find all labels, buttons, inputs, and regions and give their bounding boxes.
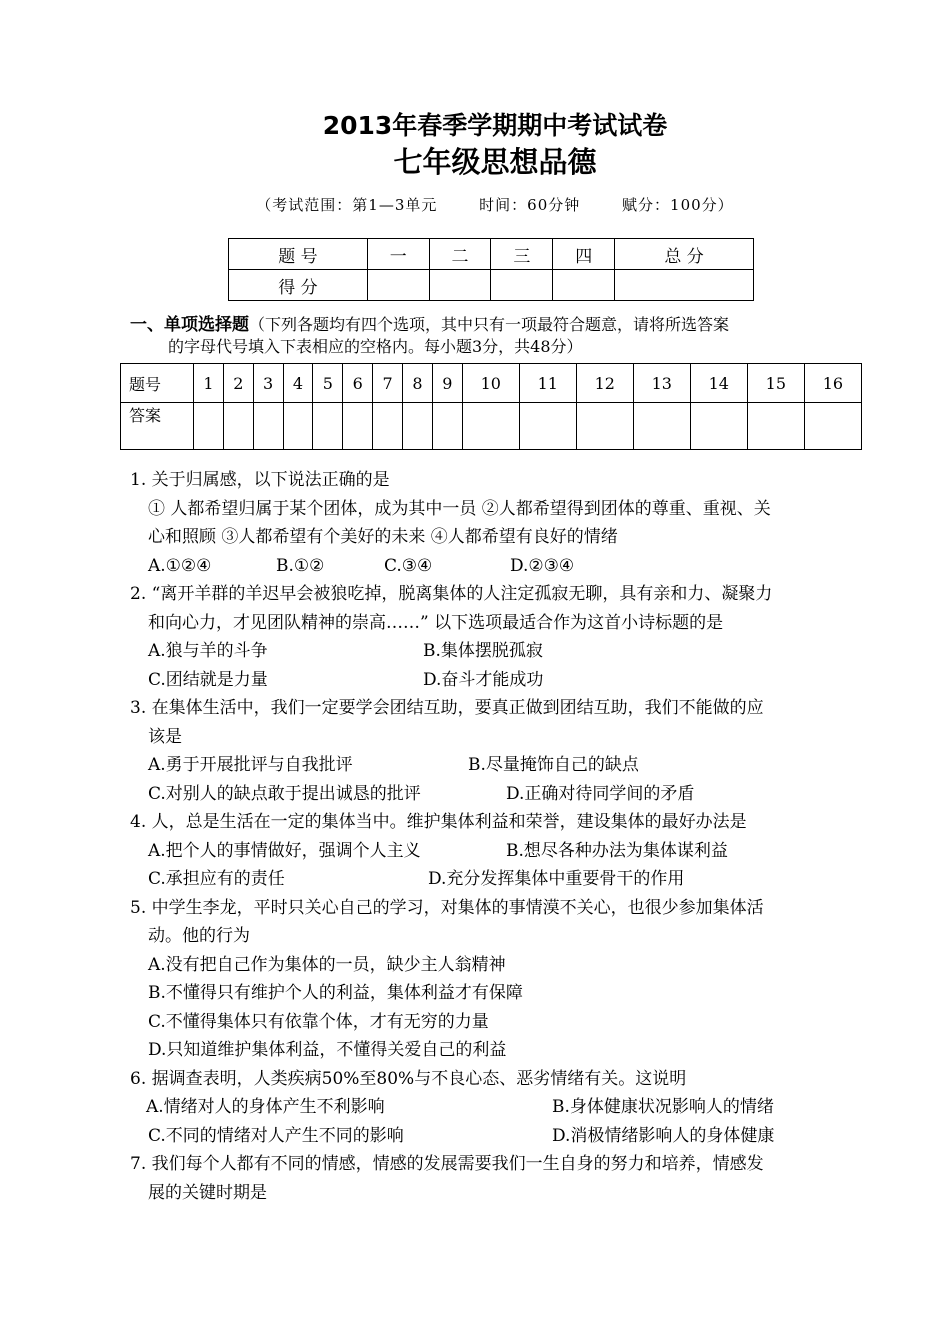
answer-label: 答案 <box>121 403 194 450</box>
answer-cell[interactable] <box>747 403 804 450</box>
answer-cell[interactable] <box>313 403 343 450</box>
option-b: B.身体健康状况影响人的情绪 <box>552 1097 774 1117</box>
answer-cell[interactable] <box>343 403 373 450</box>
answer-cell[interactable] <box>462 403 519 450</box>
score-header-cell: 总 分 <box>615 239 754 270</box>
answer-number: 5 <box>313 364 343 403</box>
score-table-header <box>229 239 754 270</box>
option-b: B.①② <box>276 555 325 576</box>
question-5-stem: 5. 中学生李龙，平时只关心自己的学习，对集体的事情漠不关心，也很少参加集体活 <box>130 897 764 918</box>
question-1-options <box>130 552 774 581</box>
question-6-stem: 6. 据调查表明，人类疾病50%至80%与不良心态、恶劣情绪有关。这说明 <box>130 1068 687 1089</box>
score-header-cell: 二 <box>429 239 491 270</box>
option-c: C.对别人的缺点敢于提出诚恳的批评 <box>148 783 421 804</box>
section1-desc-line1: （下列各题均有四个选项，其中只有一项最符合题意，请将所选答案 <box>249 315 730 334</box>
score-row-label: 得 分 <box>229 270 368 301</box>
exam-score: 赋分：100分） <box>622 196 734 214</box>
answer-row <box>121 403 862 450</box>
answer-cell[interactable] <box>633 403 690 450</box>
option-b: B.不懂得只有维护个人的利益，集体利益才有保障 <box>148 983 523 1003</box>
score-header-cell: 一 <box>367 239 429 270</box>
question-2-stem: 2. “离开羊群的羊迟早会被狼吃掉，脱离集体的人注定孤寂无聊，具有亲和力、凝聚力 <box>130 584 773 604</box>
question-6-options <box>130 1093 774 1122</box>
answer-number: 10 <box>462 364 519 403</box>
option-c: C.不同的情绪对人产生不同的影响 <box>148 1125 404 1146</box>
answer-cell[interactable] <box>283 403 313 450</box>
question-7-stem: 7. 我们每个人都有不同的情感，情感的发展需要我们一生自身的努力和培养，情感发 <box>130 1154 764 1174</box>
option-b: B.尽量掩饰自己的缺点 <box>468 755 639 775</box>
question-4-options <box>130 837 774 866</box>
option-d: D.只知道维护集体利益，不懂得关爱自己的利益 <box>148 1040 507 1060</box>
answer-cell[interactable] <box>223 403 253 450</box>
score-cell[interactable] <box>367 270 429 301</box>
answer-table <box>120 363 862 450</box>
question-4-stem: 4. 人，总是生活在一定的集体当中。维护集体利益和荣誉，建设集体的最好办法是 <box>130 812 747 832</box>
option-d: D.奋斗才能成功 <box>423 669 544 690</box>
answer-cell[interactable] <box>690 403 747 450</box>
option-b: B.集体摆脱孤寂 <box>423 641 543 661</box>
question-3-stem: 3. 在集体生活中，我们一定要学会团结互助，要真正做到团结互助，我们不能做的应 <box>130 698 764 718</box>
option-d: D.消极情绪影响人的身体健康 <box>552 1125 775 1146</box>
question-1-text: ① 人都希望归属于某个团体，成为其中一员 ②人都希望得到团体的尊重、重视、关 <box>148 498 771 519</box>
answer-cell[interactable] <box>576 403 633 450</box>
score-header-cell: 四 <box>553 239 615 270</box>
answer-number: 12 <box>576 364 633 403</box>
score-table-row <box>229 270 754 301</box>
answer-cell[interactable] <box>253 403 283 450</box>
exam-subtitle: 七年级思想品德 <box>393 145 597 179</box>
question-2-text: 和向心力，才见团队精神的崇高……” 以下选项最适合作为这首小诗标题的是 <box>148 612 724 633</box>
option-c: C.团结就是力量 <box>148 669 268 690</box>
score-cell[interactable] <box>615 270 754 301</box>
answer-number: 4 <box>283 364 313 403</box>
exam-scope: （考试范围：第1—3单元 <box>256 196 438 214</box>
answer-number: 15 <box>747 364 804 403</box>
answer-cell[interactable] <box>804 403 861 450</box>
question-2-options <box>130 637 774 666</box>
question-list <box>130 466 774 1207</box>
option-a: A.把个人的事情做好，强调个人主义 <box>148 840 421 861</box>
answer-number: 11 <box>519 364 576 403</box>
answer-cell[interactable] <box>519 403 576 450</box>
score-table <box>228 238 754 301</box>
section1-heading <box>132 314 862 358</box>
question-3-options <box>130 780 774 809</box>
question-6-options <box>130 1122 774 1151</box>
score-cell[interactable] <box>429 270 491 301</box>
answer-cell[interactable] <box>373 403 403 450</box>
question-7-text: 展的关键时期是 <box>148 1182 267 1203</box>
option-a: A.勇于开展批评与自我批评 <box>148 755 353 775</box>
question-3-text: 该是 <box>148 726 182 747</box>
answer-number: 13 <box>633 364 690 403</box>
score-cell[interactable] <box>491 270 553 301</box>
exam-time: 时间：60分钟 <box>479 196 581 214</box>
answer-number: 8 <box>403 364 433 403</box>
option-c: C.③④ <box>384 555 433 576</box>
answer-cell[interactable] <box>194 403 224 450</box>
option-a: A.①②④ <box>148 555 212 576</box>
answer-number-label: 题号 <box>121 364 194 403</box>
option-d: D.正确对待同学间的矛盾 <box>506 783 695 804</box>
score-cell[interactable] <box>553 270 615 301</box>
answer-number: 1 <box>194 364 224 403</box>
answer-cell[interactable] <box>403 403 433 450</box>
answer-number: 9 <box>432 364 462 403</box>
exam-title: 2013年春季学期期中考试试卷 <box>322 111 668 140</box>
answer-number: 7 <box>373 364 403 403</box>
question-3-options <box>130 751 774 780</box>
score-header-cell: 三 <box>491 239 553 270</box>
section1-title: 一、单项选择题 <box>130 315 249 335</box>
exam-info <box>0 194 950 215</box>
answer-number: 14 <box>690 364 747 403</box>
answer-cell[interactable] <box>432 403 462 450</box>
question-2-options <box>130 666 774 695</box>
answer-number: 2 <box>223 364 253 403</box>
question-4-options <box>130 865 774 894</box>
option-b: B.想尽各种办法为集体谋利益 <box>506 840 728 861</box>
answer-number: 6 <box>343 364 373 403</box>
option-a: A.情绪对人的身体产生不利影响 <box>146 1097 385 1117</box>
option-a: A.没有把自己作为集体的一员，缺少主人翁精神 <box>148 954 506 975</box>
score-header-cell: 题 号 <box>229 239 368 270</box>
question-5-text: 动。他的行为 <box>148 926 250 946</box>
answer-number-row <box>121 364 862 403</box>
option-c: C.承担应有的责任 <box>148 869 285 889</box>
option-a: A.狼与羊的斗争 <box>148 641 268 661</box>
section1-desc-line2: 的字母代号填入下表相应的空格内。每小题3分，共48分） <box>168 337 583 356</box>
option-d: D.充分发挥集体中重要骨干的作用 <box>428 869 685 889</box>
option-c: C.不懂得集体只有依靠个体，才有无穷的力量 <box>148 1011 489 1032</box>
answer-number: 3 <box>253 364 283 403</box>
question-1-stem: 1. 关于归属感，以下说法正确的是 <box>130 470 390 490</box>
question-1-text: 心和照顾 ③人都希望有个美好的未来 ④人都希望有良好的情绪 <box>148 527 618 547</box>
option-d: D.②③④ <box>510 555 575 576</box>
answer-number: 16 <box>804 364 861 403</box>
